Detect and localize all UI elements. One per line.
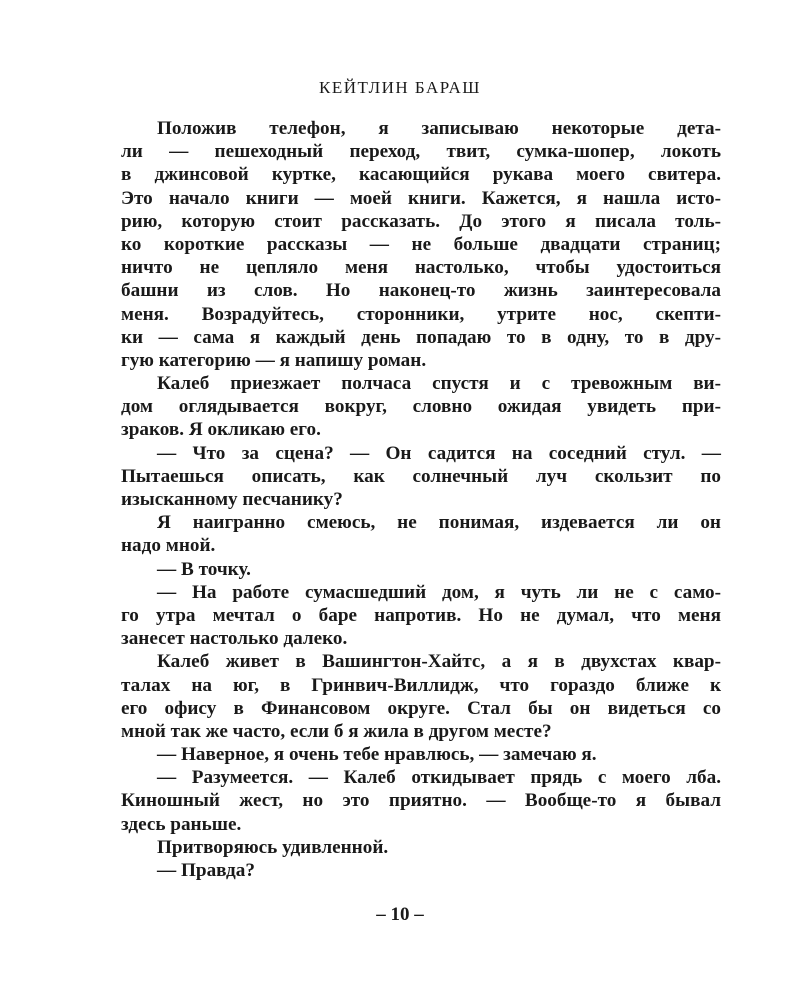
text-line: изысканному песчанику? [121, 489, 343, 510]
text-line: ли — пешеходный переход, твит, сумка-шопер, локоть [121, 141, 721, 163]
text-line: занесет настолько далеко. [121, 628, 348, 650]
text-line: рию, которую стоит рассказать. До этого я писала толь- [121, 210, 721, 232]
text-line: Я наигранно смеюсь, не понимая, издевается ли он [157, 512, 721, 534]
text-line: — Что за сцена? — Он садится на соседний стул. — [157, 442, 721, 464]
body-text [121, 117, 721, 882]
text-line: Калеб живет в Вашингтон-Хайтс, а я в двухстах квар- [157, 651, 721, 673]
text-line: Пытаешься описать, как солнечный луч скользит по [121, 465, 721, 487]
page-number: – 10 – [376, 904, 424, 925]
text-line: башни из слов. Но наконец-то жизнь заинтересовала [121, 280, 721, 302]
text-line: здесь раньше. [121, 813, 242, 835]
text-line: — Разумеется. — Калеб откидывает прядь с моего лба. [157, 767, 721, 789]
text-line: — На работе сумасшедший дом, я чуть ли не с само- [157, 581, 721, 603]
text-line: мной так же часто, если б я жила в другом месте? [121, 720, 552, 742]
text-line: ки — сама я каждый день попадаю то в одну, то в дру- [121, 326, 721, 348]
text-line: Это начало книги — моей книги. Кажется, я нашла исто- [121, 187, 721, 209]
text-line: в джинсовой куртке, касающийся рукава моего свитера. [121, 164, 721, 186]
running-head: КЕЙТЛИН БАРАШ [319, 78, 481, 97]
text-line: надо мной. [121, 535, 216, 557]
text-line: талах на юг, в Гринвич-Виллидж, что гораздо ближе к [121, 674, 721, 696]
text-line: ко короткие рассказы — не больше двадцати страниц; [121, 233, 721, 255]
text-line: Положив телефон, я записываю некоторые дета- [157, 118, 721, 139]
text-line: — Наверное, я очень тебе нравлюсь, — замечаю я. [157, 744, 597, 766]
text-line: дом оглядывается вокруг, словно ожидая увидеть при- [121, 396, 721, 418]
text-line: гую категорию — я напишу роман. [121, 349, 427, 371]
text-line: его офису в Финансовом округе. Стал бы он видеться со [121, 697, 721, 719]
text-line: — В точку. [157, 558, 251, 580]
text-line: Калеб приезжает полчаса спустя и с тревожным ви- [157, 373, 721, 395]
text-line: Киношный жест, но это приятно. — Вообще-то я бывал [121, 790, 721, 812]
text-line: го утра мечтал о баре напротив. Но не думал, что меня [121, 604, 721, 626]
text-line: ничто не цепляло меня настолько, чтобы удостоиться [121, 257, 721, 279]
text-line: меня. Возрадуйтесь, сторонники, утрите нос, скепти- [121, 303, 721, 325]
text-line: — Правда? [157, 860, 255, 881]
text-line: Притворяюсь удивленной. [157, 836, 389, 858]
text-line: зраков. Я окликаю его. [121, 419, 321, 441]
